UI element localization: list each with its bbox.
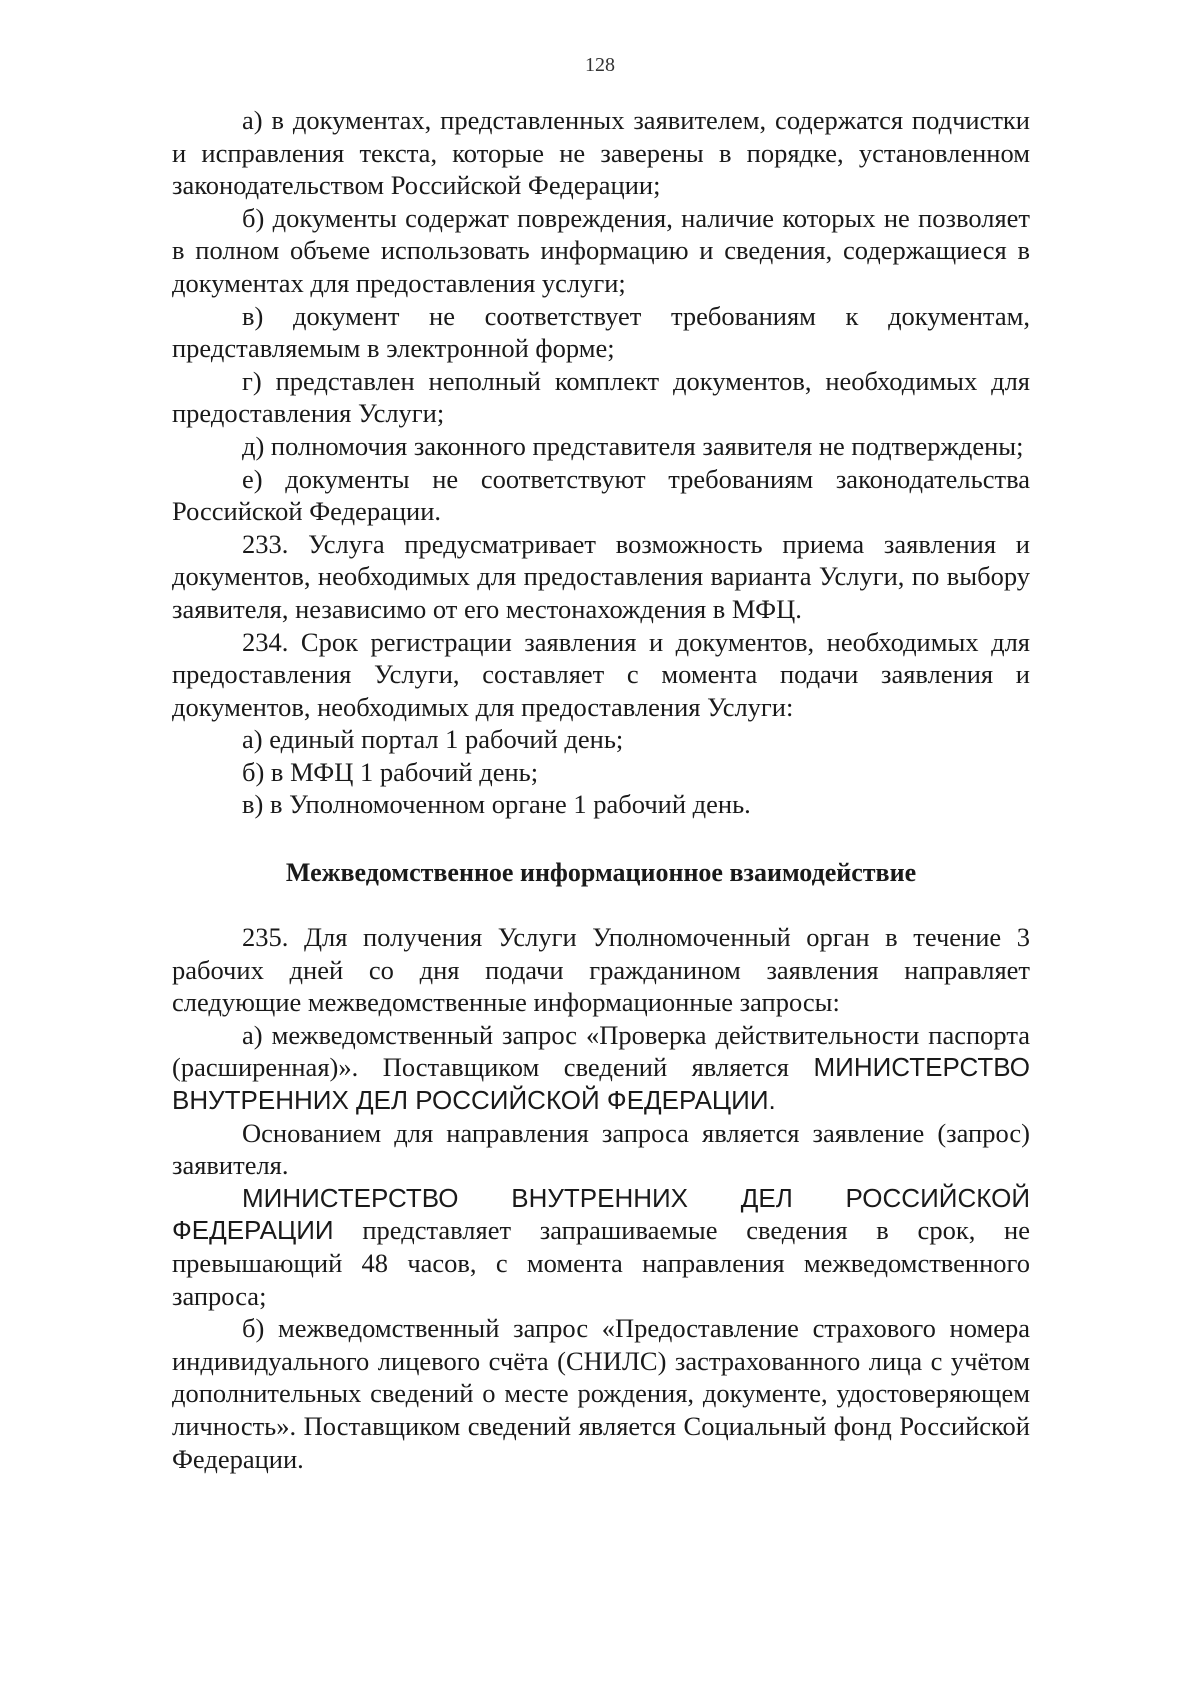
- paragraph-235: 235. Для получения Услуги Уполномоченный орган в течение 3 рабочих дней со дня подачи гражданином заявления направляет следующие межведомственные информационные запросы:: [172, 922, 1030, 1018]
- section-heading: Межведомственное информационное взаимодействие: [285, 858, 917, 888]
- paragraph-item-a-corrections: а) в документах, представленных заявителем, содержатся подчистки и исправления текста, которые не заверены в порядке, установленном законодательством Российской Федерации;: [172, 105, 1030, 201]
- paragraph-term-mfc: б) в МФЦ 1 рабочий день;: [242, 756, 539, 787]
- paragraph-item-g-incomplete-set: г) представлен неполный комплект документов, необходимых для предоставления Услуги;: [172, 365, 1030, 429]
- paragraph-ministry-deadline: [172, 1182, 1030, 1312]
- paragraph-term-portal: а) единый портал 1 рабочий день;: [242, 724, 624, 755]
- paragraph-item-d-authority: д) полномочия законного представителя заявителя не подтверждены;: [242, 430, 1024, 461]
- paragraph-request-b: б) межведомственный запрос «Предоставление страхового номера индивидуального лицевого счёта (СНИЛС) застрахованного лица с учётом дополнительных сведений о месте рождения, документе, удостоверяющем личность». Поставщиком сведений является Социальный фонд Российской Федерации.: [172, 1313, 1030, 1474]
- paragraph-item-e-legislation: е) документы не соответствуют требованиям законодательства Российской Федерации.: [172, 463, 1030, 527]
- ministry-deadline-text: представляет запрашиваемые сведения в срок, не превышающий 48 часов, с момента направления межведомственного запроса;: [172, 1215, 1031, 1311]
- page-number: 128: [585, 54, 615, 76]
- paragraph-term-authorized-body: в) в Уполномоченном органе 1 рабочий день.: [242, 789, 751, 820]
- paragraph-request-a: [172, 1019, 1030, 1117]
- paragraph-234: 234. Срок регистрации заявления и документов, необходимых для предоставления Услуги, составляет с момента подачи заявления и документов, необходимых для предоставления Услуги:: [172, 626, 1030, 722]
- ministry-name: МИНИСТЕРСТВО ВНУТРЕННИХ ДЕЛ РОССИЙСКОЙ ФЕДЕРАЦИИ: [172, 1182, 1030, 1246]
- paragraph-request-basis: Основанием для направления запроса является заявление (запрос) заявителя.: [172, 1117, 1030, 1181]
- page-body: [172, 104, 1030, 1475]
- request-a-text: а) межведомственный запрос «Проверка действительности паспорта (расширенная)». Поставщиком сведений является: [172, 1019, 1030, 1083]
- paragraph-233: 233. Услуга предусматривает возможность приема заявления и документов, необходимых для предоставления варианта Услуги, по выбору заявителя, независимо от его местонахождения в МФЦ.: [172, 528, 1030, 624]
- paragraph-item-b-damage: б) документы содержат повреждения, наличие которых не позволяет в полном объеме использовать информацию и сведения, содержащиеся в документах для предоставления услуги;: [172, 202, 1030, 298]
- paragraph-item-v-electronic-form: в) документ не соответствует требованиям к документам, представляемым в электронной форме;: [172, 300, 1030, 364]
- ministry-name: МИНИСТЕРСТВО ВНУТРЕННИХ ДЕЛ РОССИЙСКОЙ ФЕДЕРАЦИИ.: [172, 1052, 1030, 1116]
